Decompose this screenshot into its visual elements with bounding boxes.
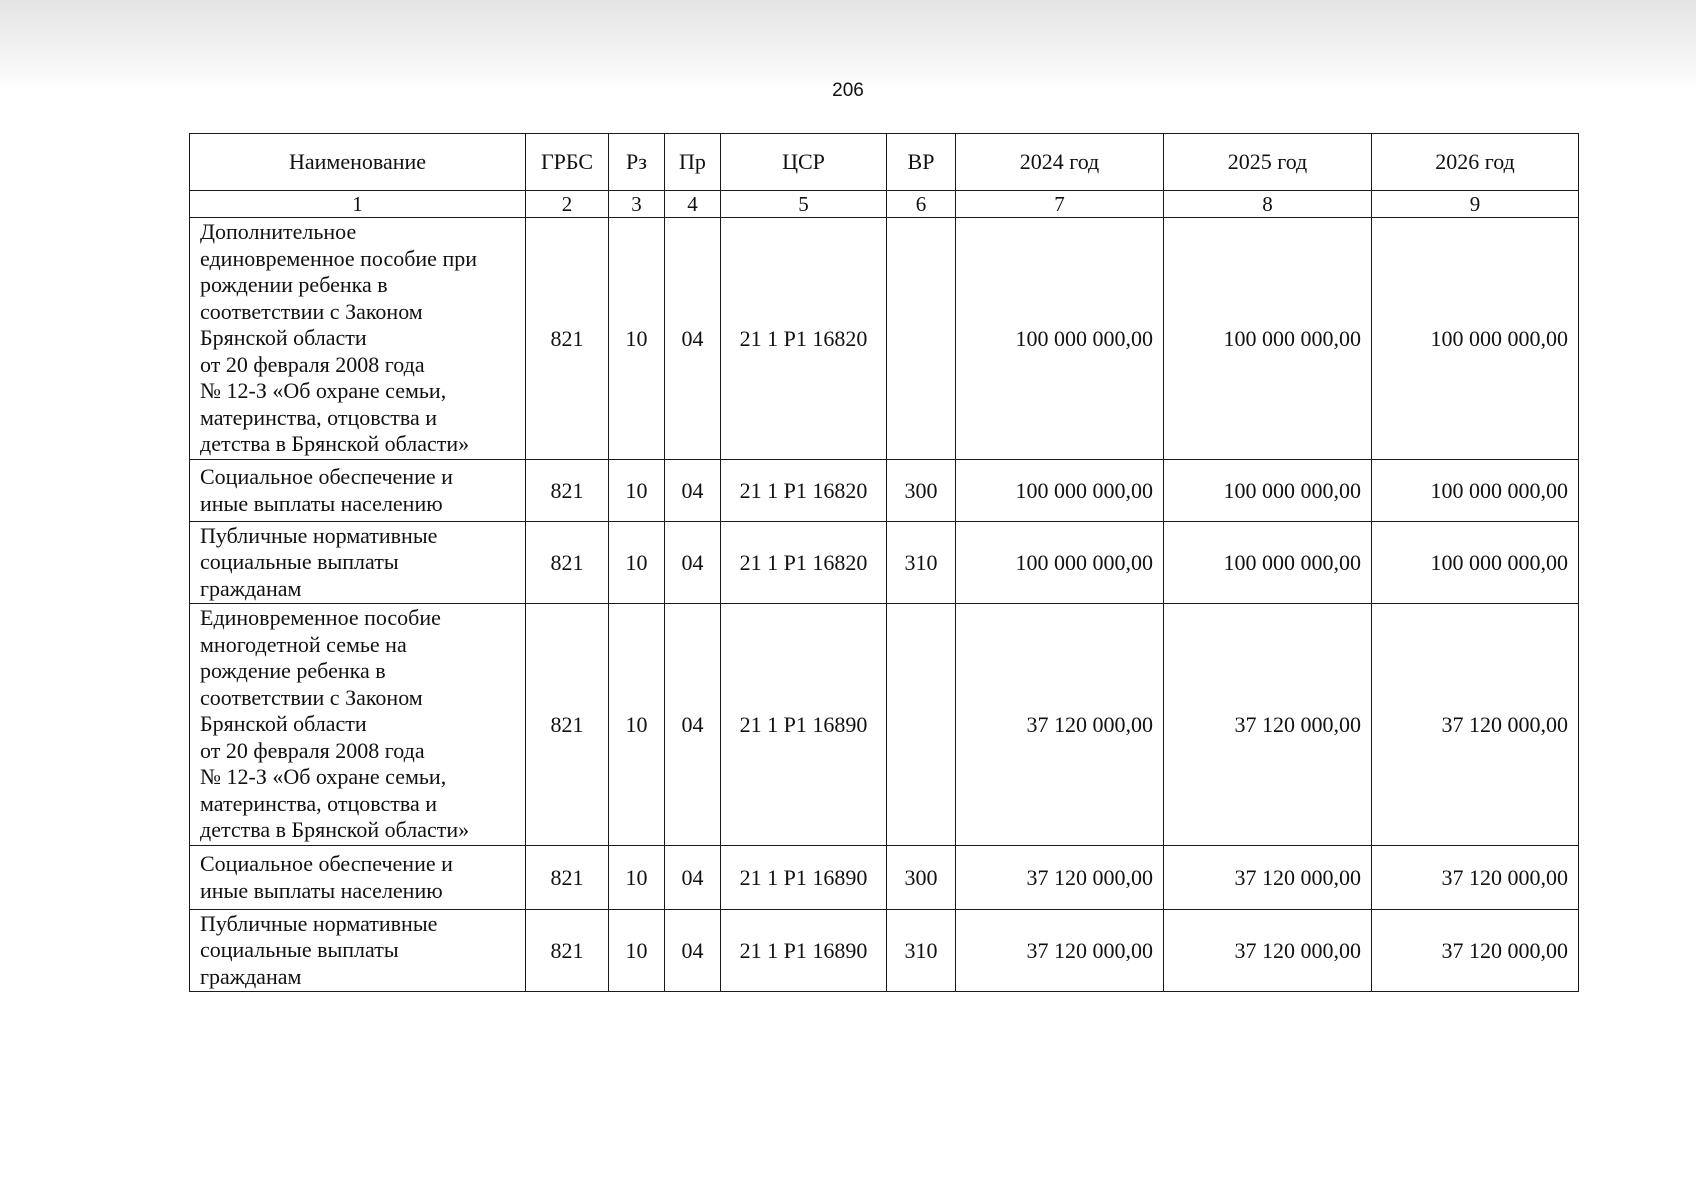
name-line: Единовременное пособие [200,605,441,631]
name-line: единовременное пособие при [200,245,477,271]
budget-table [189,133,1579,992]
rz-cell: 10 [609,846,665,910]
pr-cell: 04 [665,604,721,846]
column-number-row [190,191,1579,218]
amount-2026-cell: 37 120 000,00 [1372,910,1579,992]
pr-cell: 04 [665,522,721,604]
name-line: детства в Брянской области» [200,817,470,843]
column-number: 4 [665,191,721,218]
rz-cell: 10 [609,522,665,604]
column-number: 8 [1164,191,1372,218]
grbs-cell: 821 [526,604,609,846]
amount-2024-cell: 100 000 000,00 [956,218,1164,460]
column-header: Пр [665,134,721,191]
rz-cell: 10 [609,218,665,460]
name-line: материнства, отцовства и [200,404,438,430]
vr-cell: 300 [887,846,956,910]
pr-cell: 04 [665,910,721,992]
amount-2025-cell: 100 000 000,00 [1164,460,1372,522]
column-number: 9 [1372,191,1579,218]
name-line: от 20 февраля 2008 года [200,351,425,377]
page-number: 206 [832,80,864,101]
amount-2024-cell: 37 120 000,00 [956,910,1164,992]
amount-2025-cell: 37 120 000,00 [1164,910,1372,992]
amount-2024-cell: 100 000 000,00 [956,460,1164,522]
column-header: Рз [609,134,665,191]
csr-cell: 21 1 Р1 16890 [721,846,887,910]
table-row [190,910,1579,992]
amount-2026-cell: 100 000 000,00 [1372,218,1579,460]
pr-cell: 04 [665,460,721,522]
name-line: рождении ребенка в [200,272,388,298]
name-line: многодетной семье на [200,631,407,657]
name-cell [190,218,526,460]
amount-2026-cell: 100 000 000,00 [1372,460,1579,522]
amount-2026-cell: 100 000 000,00 [1372,522,1579,604]
name-line: Брянской области [200,325,367,351]
grbs-cell: 821 [526,522,609,604]
rz-cell: 10 [609,604,665,846]
name-line: Брянской области [200,711,367,737]
vr-cell: 310 [887,910,956,992]
column-header: 2025 год [1164,134,1372,191]
column-number: 2 [526,191,609,218]
name-line: материнства, отцовства и [200,790,438,816]
csr-cell: 21 1 Р1 16820 [721,218,887,460]
name-line: рождение ребенка в [200,658,386,684]
table-row [190,846,1579,910]
name-line: Публичные нормативные [200,910,438,936]
rz-cell: 10 [609,910,665,992]
column-header: 2024 год [956,134,1164,191]
name-cell [190,460,526,522]
amount-2024-cell: 100 000 000,00 [956,522,1164,604]
amount-2025-cell: 37 120 000,00 [1164,604,1372,846]
grbs-cell: 821 [526,846,609,910]
name-line: № 12-З «Об охране семьи, [200,378,447,404]
column-header: ВР [887,134,956,191]
table-row [190,218,1579,460]
name-line: от 20 февраля 2008 года [200,737,425,763]
name-line: Социальное обеспечение и [200,464,453,489]
name-line: № 12-З «Об охране семьи, [200,764,447,790]
amount-2026-cell: 37 120 000,00 [1372,604,1579,846]
column-header: ЦСР [721,134,887,191]
column-number: 6 [887,191,956,218]
amount-2025-cell: 100 000 000,00 [1164,522,1372,604]
csr-cell: 21 1 Р1 16890 [721,910,887,992]
vr-cell [887,218,956,460]
name-line: социальные выплаты [200,549,399,575]
amount-2025-cell: 37 120 000,00 [1164,846,1372,910]
name-line: детства в Брянской области» [200,431,470,457]
column-number: 3 [609,191,665,218]
csr-cell: 21 1 Р1 16890 [721,604,887,846]
header-row [190,134,1579,191]
amount-2025-cell: 100 000 000,00 [1164,218,1372,460]
amount-2024-cell: 37 120 000,00 [956,604,1164,846]
table-body [190,218,1579,992]
name-line: Публичные нормативные [200,522,438,548]
column-header: 2026 год [1372,134,1579,191]
name-line: гражданам [200,575,302,601]
rz-cell: 10 [609,460,665,522]
name-line: социальные выплаты [200,937,399,963]
name-cell [190,604,526,846]
name-line: Дополнительное [200,219,357,245]
name-cell [190,522,526,604]
name-line: иные выплаты населению [200,877,443,903]
column-number: 5 [721,191,887,218]
vr-cell [887,604,956,846]
amount-2024-cell: 37 120 000,00 [956,846,1164,910]
csr-cell: 21 1 Р1 16820 [721,460,887,522]
name-line: иные выплаты населению [200,490,443,516]
pr-cell: 04 [665,218,721,460]
name-line: соответствии с Законом [200,684,423,710]
grbs-cell: 821 [526,460,609,522]
scan-shadow [0,0,1696,90]
column-number: 7 [956,191,1164,218]
csr-cell: 21 1 Р1 16820 [721,522,887,604]
column-header: Наименование [190,134,526,191]
name-line: гражданам [200,963,302,989]
grbs-cell: 821 [526,218,609,460]
grbs-cell: 821 [526,910,609,992]
name-cell [190,846,526,910]
name-line: соответствии с Законом [200,298,423,324]
column-number: 1 [190,191,526,218]
name-cell [190,910,526,992]
pr-cell: 04 [665,846,721,910]
table-row [190,522,1579,604]
vr-cell: 310 [887,522,956,604]
column-header: ГРБС [526,134,609,191]
vr-cell: 300 [887,460,956,522]
amount-2026-cell: 37 120 000,00 [1372,846,1579,910]
table-row [190,460,1579,522]
table-row [190,604,1579,846]
name-line: Социальное обеспечение и [200,851,453,876]
